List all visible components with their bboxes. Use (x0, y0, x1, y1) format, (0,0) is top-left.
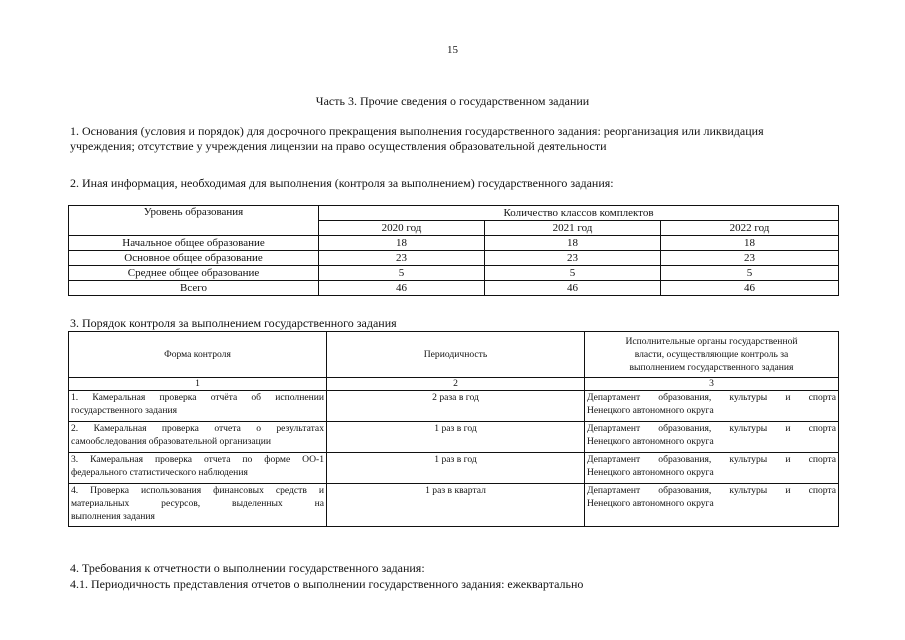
table-row (69, 281, 839, 296)
table-row (69, 453, 839, 484)
form-line: 3. Камеральная проверка отчета по форме ОО-1 (71, 454, 324, 465)
part-title: Часть 3. Прочие сведения о государственном задании (315, 94, 590, 108)
period-cell: 1 раз в год (327, 422, 585, 453)
form-line: государственного задания (71, 405, 177, 416)
value-cell: 23 (485, 251, 661, 266)
form-cell (69, 391, 327, 422)
header-year: 2022 год (661, 221, 839, 236)
level-cell: Всего (69, 281, 319, 296)
value-cell: 18 (485, 236, 661, 251)
header-org-line: выполнением государственного задания (629, 362, 794, 373)
table-row (69, 422, 839, 453)
level-cell: Среднее общее образование (69, 266, 319, 281)
period-cell: 1 раз в квартал (327, 484, 585, 527)
header-org (585, 332, 839, 378)
header-group: Количество классов комплектов (319, 206, 839, 221)
form-line: 4. Проверка использования финансовых средств и (71, 485, 324, 496)
class-count-table (68, 205, 839, 296)
org-line: Департамент образования, культуры и спорта (587, 423, 836, 434)
section4-heading: 4. Требования к отчетности о выполнении государственного задания: (70, 561, 425, 575)
value-cell: 23 (661, 251, 839, 266)
org-cell (585, 484, 839, 527)
value-cell: 46 (319, 281, 485, 296)
section4-sub1: 4.1. Периодичность представления отчетов о выполнении государственного задания: ежеквартально (70, 577, 584, 591)
table-row (69, 484, 839, 527)
value-cell: 23 (319, 251, 485, 266)
value-cell: 46 (485, 281, 661, 296)
value-cell: 18 (319, 236, 485, 251)
header-year: 2020 год (319, 221, 485, 236)
column-number-row (69, 378, 839, 391)
header-org-line: власти, осуществляющие контроль за (634, 349, 789, 360)
org-line: Департамент образования, культуры и спорта (587, 485, 836, 496)
value-cell: 5 (661, 266, 839, 281)
form-line: самообследования образовательной организации (71, 436, 272, 447)
org-line: Департамент образования, культуры и спорта (587, 392, 836, 403)
value-cell: 5 (485, 266, 661, 281)
table-row (69, 236, 839, 251)
org-cell (585, 453, 839, 484)
form-line: 1. Камеральная проверка отчёта об исполнении (71, 392, 324, 403)
header-level: Уровень образования (69, 206, 319, 236)
value-cell: 18 (661, 236, 839, 251)
control-table (68, 331, 839, 527)
form-line: выполнения задания (71, 511, 155, 522)
column-number: 3 (585, 378, 839, 391)
form-cell (69, 484, 327, 527)
header-period: Периодичность (327, 332, 585, 378)
org-line: Департамент образования, культуры и спорта (587, 454, 836, 465)
section1-text (70, 124, 840, 154)
form-line: федерального статистического наблюдения (71, 467, 248, 478)
header-org-line: Исполнительные органы государственной (625, 336, 798, 347)
section1-line1: 1. Основания (условия и порядок) для досрочного прекращения выполнения государственного задания: реорганизация или ликвидация (70, 124, 764, 138)
org-line: Ненецкого автономного округа (587, 498, 714, 509)
table-header-row (69, 332, 839, 378)
org-line: Ненецкого автономного округа (587, 436, 714, 447)
value-cell: 46 (661, 281, 839, 296)
header-year: 2021 год (485, 221, 661, 236)
period-cell: 2 раза в год (327, 391, 585, 422)
org-cell (585, 422, 839, 453)
table-row (69, 266, 839, 281)
org-line: Ненецкого автономного округа (587, 405, 714, 416)
table-row (69, 391, 839, 422)
level-cell: Начальное общее образование (69, 236, 319, 251)
form-cell (69, 453, 327, 484)
page-number: 15 (447, 44, 458, 56)
form-line: 2. Камеральная проверка отчета о результатах (71, 423, 324, 434)
form-line: материальных ресурсов, выделенных на (71, 498, 324, 509)
period-cell: 1 раз в год (327, 453, 585, 484)
table-row (69, 251, 839, 266)
column-number: 2 (327, 378, 585, 391)
column-number: 1 (69, 378, 327, 391)
org-cell (585, 391, 839, 422)
value-cell: 5 (319, 266, 485, 281)
section1-line2: учреждения; отсутствие у учреждения лицензии на право осуществления образовательной деятельности (70, 139, 607, 153)
org-line: Ненецкого автономного округа (587, 467, 714, 478)
form-cell (69, 422, 327, 453)
header-form: Форма контроля (69, 332, 327, 378)
section2-heading: 2. Иная информация, необходимая для выполнения (контроля за выполнением) государственного задания: (70, 176, 614, 190)
section3-heading: 3. Порядок контроля за выполнением государственного задания (70, 316, 397, 330)
table-header-row (69, 206, 839, 221)
level-cell: Основное общее образование (69, 251, 319, 266)
